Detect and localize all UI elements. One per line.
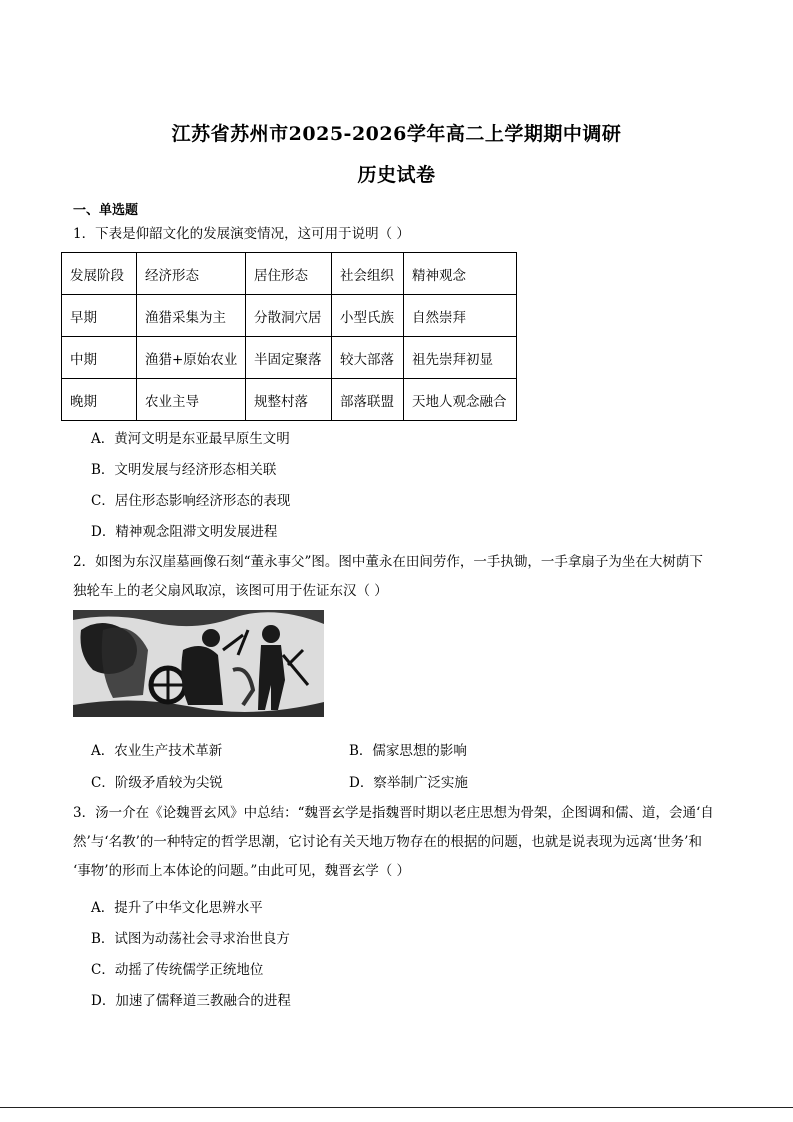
table-cell: 规整村落 bbox=[246, 379, 332, 421]
table-header-cell: 发展阶段 bbox=[62, 253, 137, 295]
table-header-cell: 居住形态 bbox=[246, 253, 332, 295]
q1-option-b[interactable]: B．文明发展与经济形态相关联 bbox=[91, 462, 277, 478]
table-cell: 渔猎+原始农业 bbox=[137, 337, 246, 379]
table-cell: 自然崇拜 bbox=[404, 295, 517, 337]
table-row bbox=[62, 337, 517, 379]
q3-option-d[interactable]: D．加速了儒释道三教融合的进程 bbox=[91, 993, 291, 1009]
stone-relief-illustration bbox=[73, 610, 324, 717]
q1-option-c[interactable]: C．居住形态影响经济形态的表现 bbox=[91, 493, 291, 509]
table-row bbox=[62, 379, 517, 421]
question-1-stem: 1．下表是仰韶文化的发展演变情况，这可用于说明（ ） bbox=[73, 226, 410, 242]
q2-option-b[interactable]: B．儒家思想的影响 bbox=[349, 743, 467, 759]
table-cell: 部落联盟 bbox=[332, 379, 404, 421]
question-2-stem-line2: 独轮车上的老父扇风取凉，该图可用于佐证东汉（ ） bbox=[73, 583, 388, 599]
q3-option-c[interactable]: C．动摇了传统儒学正统地位 bbox=[91, 962, 264, 978]
paper-subtitle: 历史试卷 bbox=[357, 164, 436, 186]
table-cell: 分散洞穴居 bbox=[246, 295, 332, 337]
question-1-table bbox=[61, 252, 517, 421]
q2-option-a[interactable]: A．农业生产技术革新 bbox=[91, 743, 223, 759]
q3-option-b[interactable]: B．试图为动荡社会寻求治世良方 bbox=[91, 931, 290, 947]
stone-relief-image bbox=[73, 610, 324, 717]
table-cell: 早期 bbox=[62, 295, 137, 337]
table-row bbox=[62, 295, 517, 337]
question-3-stem-line1: 3．汤一介在《论魏晋玄风》中总结：“魏晋玄学是指魏晋时期以老庄思想为骨架，企图调和儒、道，会通‘自 bbox=[73, 805, 714, 821]
table-cell: 农业主导 bbox=[137, 379, 246, 421]
table-header-row bbox=[62, 253, 517, 295]
table-cell: 小型氏族 bbox=[332, 295, 404, 337]
paper-title: 江苏省苏州市2025-2026学年高二上学期期中调研 bbox=[171, 123, 622, 145]
table-header-cell: 社会组织 bbox=[332, 253, 404, 295]
page-bottom-divider bbox=[0, 1107, 793, 1108]
q2-option-c[interactable]: C．阶级矛盾较为尖锐 bbox=[91, 775, 223, 791]
table-cell: 天地人观念融合 bbox=[404, 379, 517, 421]
q2-option-d[interactable]: D．察举制广泛实施 bbox=[349, 775, 468, 791]
table-cell: 祖先崇拜初显 bbox=[404, 337, 517, 379]
q1-option-a[interactable]: A．黄河文明是东亚最早原生文明 bbox=[91, 431, 290, 447]
question-2-stem-line1: 2．如图为东汉崖墓画像石刻“董永事父”图。图中董永在田间劳作，一手执锄，一手拿扇子为坐在大树荫下 bbox=[73, 554, 703, 570]
table-cell: 渔猎采集为主 bbox=[137, 295, 246, 337]
table-cell: 中期 bbox=[62, 337, 137, 379]
table-cell: 晚期 bbox=[62, 379, 137, 421]
q3-option-a[interactable]: A．提升了中华文化思辨水平 bbox=[91, 900, 263, 916]
q1-option-d[interactable]: D．精神观念阻滞文明发展进程 bbox=[91, 524, 278, 540]
table-header-cell: 精神观念 bbox=[404, 253, 517, 295]
question-3-stem-line2: 然’与‘名教’的一种特定的哲学思潮，它讨论有关天地万物存在的根据的问题，也就是说表现为远离‘世务’和 bbox=[73, 834, 702, 850]
question-3-stem-line3: ‘事物’的形而上本体论的问题。”由此可见，魏晋玄学（ ） bbox=[73, 863, 411, 879]
table-cell: 较大部落 bbox=[332, 337, 404, 379]
table-header-cell: 经济形态 bbox=[137, 253, 246, 295]
table-cell: 半固定聚落 bbox=[246, 337, 332, 379]
section-heading: 一、单选题 bbox=[73, 203, 139, 218]
